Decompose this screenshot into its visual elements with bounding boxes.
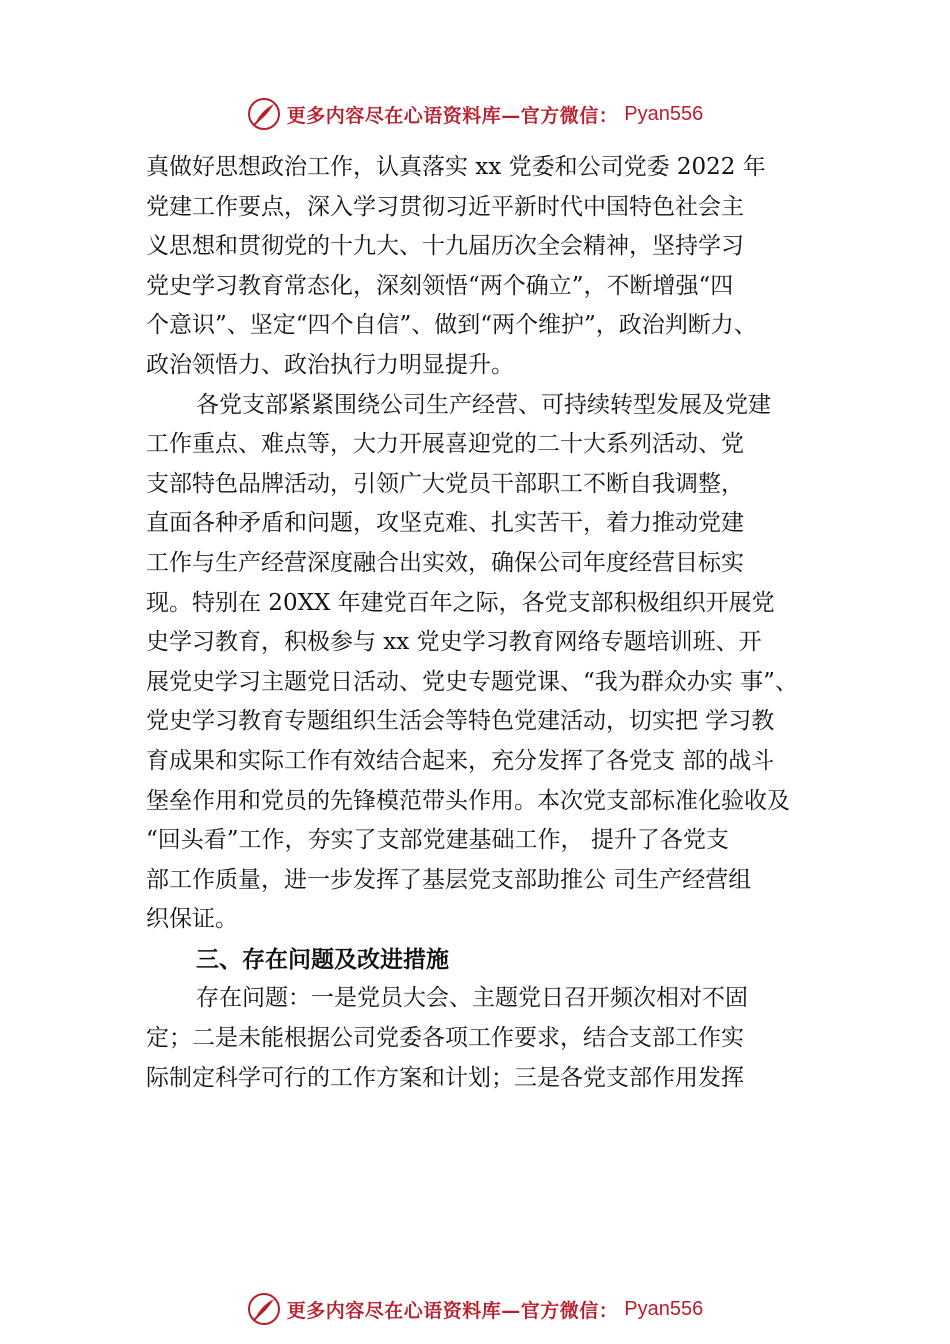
text-line: 史学习教育，积极参与 xx 党史学习教育网络专题培训班、开: [146, 629, 762, 656]
watermark-banner-top: [0, 94, 950, 134]
text-line: 党建工作要点，深入学习贯彻习近平新时代中国特色社会主: [146, 193, 744, 220]
watermark-handle: Pyan556: [624, 102, 704, 125]
watermark-text: 更多内容尽在心语资料库—官方微信：: [286, 104, 619, 127]
text-line: 工作重点、难点等，大力开展喜迎党的二十大系列活动、党: [146, 431, 744, 458]
document-body: [146, 148, 836, 1098]
text-line: 党史学习教育常态化，深刻领悟“两个确立”，不断增强“四: [146, 272, 734, 299]
text-line: “回头看”工作，夯实了支部党建基础工作， 提升了各党支: [146, 827, 729, 854]
text-line: 展党史学习主题党日活动、党史专题党课、“我为群众办实 事”、: [146, 668, 798, 695]
text-line: 堡垒作用和党员的先锋模范带头作用。本次党支部标准化验收及: [146, 787, 790, 814]
section-heading: 三、存在问题及改进措施: [196, 945, 449, 973]
paragraph-3: [146, 979, 836, 1098]
quill-pen-logo-icon: [247, 97, 281, 131]
text-line: 支部特色品牌活动，引领广大党员干部职工不断自我调整，: [146, 470, 744, 497]
text-line: 个意识”、坚定“四个自信”、做到“两个维护”，政治判断力、: [146, 312, 757, 339]
text-line: 义思想和贯彻党的十九大、十九届历次全会精神，坚持学习: [146, 233, 744, 260]
text-line: 政治领悟力、政治执行力明显提升。: [146, 351, 514, 378]
text-line: 党史学习教育专题组织生活会等特色党建活动，切实把 学习教: [146, 708, 775, 735]
text-line: 存在问题：一是党员大会、主题党日召开频次相对不固: [196, 985, 748, 1012]
text-line: 育成果和实际工作有效结合起来，充分发挥了各党支 部的战斗: [146, 747, 775, 774]
paragraph-2: [146, 386, 836, 940]
quill-pen-logo-icon: [247, 1292, 281, 1326]
watermark-handle: Pyan556: [624, 1297, 704, 1320]
text-line: 现。特别在 20XX 年建党百年之际，各党支部积极组织开展党: [146, 589, 775, 616]
text-line: 直面各种矛盾和问题，攻坚克难、扎实苦干，着力推动党建: [146, 510, 744, 537]
text-line: 部工作质量，进一步发挥了基层党支部助推公 司生产经营组: [146, 866, 752, 893]
watermark-banner-bottom: [0, 1289, 950, 1329]
text-line: 各党支部紧紧围绕公司生产经营、可持续转型发展及党建: [196, 391, 771, 418]
paragraph-1: [146, 148, 836, 386]
watermark-text: 更多内容尽在心语资料库—官方微信：: [286, 1299, 619, 1322]
text-line: 真做好思想政治工作，认真落实 xx 党委和公司党委 2022 年: [146, 154, 766, 180]
text-line: 定；二是未能根据公司党委各项工作要求，结合支部工作实: [146, 1025, 744, 1052]
text-line: 织保证。: [146, 906, 238, 933]
text-line: 工作与生产经营深度融合出实效，确保公司年度经营目标实: [146, 549, 744, 576]
text-line: 际制定科学可行的工作方案和计划；三是各党支部作用发挥: [146, 1064, 744, 1091]
